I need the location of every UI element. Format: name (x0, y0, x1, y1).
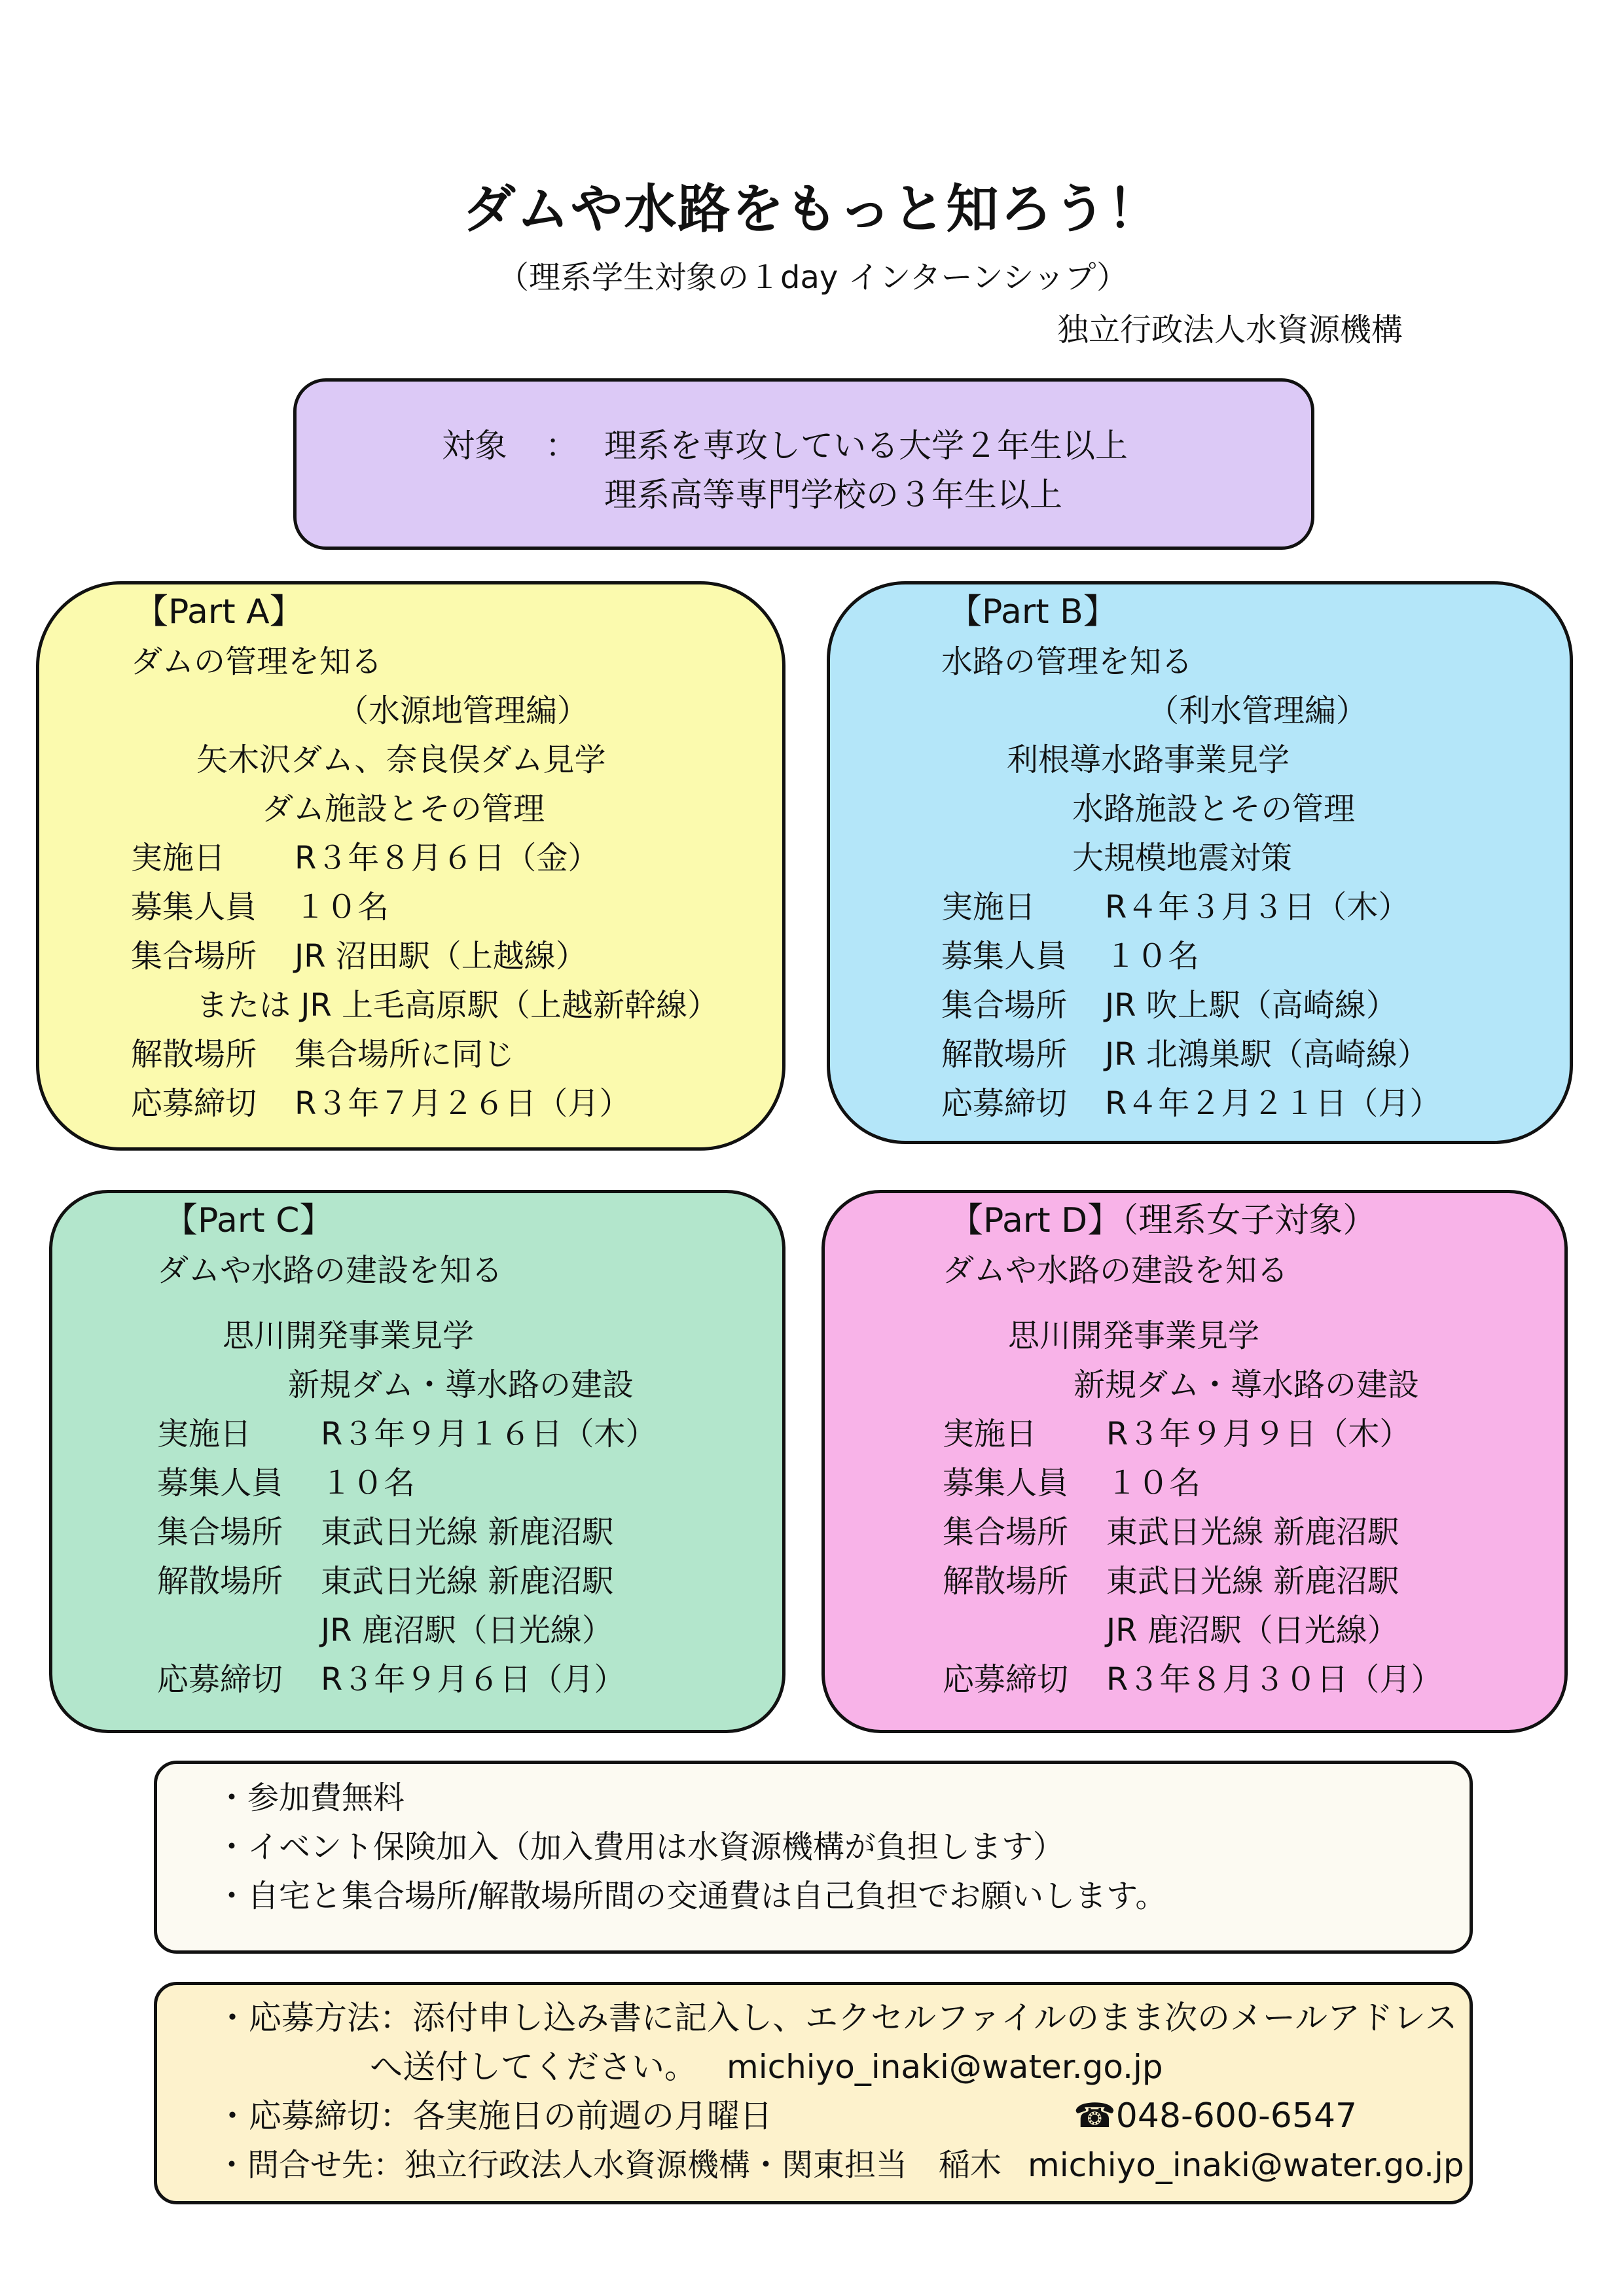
part-d-deadline-label: 応募締切 (943, 1661, 1069, 1698)
part-b-meet: JR 吹上駅（高崎線） (1105, 987, 1398, 1024)
part-c-header: 【Part C】 (164, 1201, 334, 1240)
part-b-content-2: 水路施設とその管理 (1072, 791, 1356, 827)
part-a-content-1: 矢木沢ダム、奈良俣ダム見学 (196, 742, 606, 778)
part-d-dismiss-label: 解散場所 (943, 1563, 1069, 1600)
part-d-title: ダムや水路の建設を知る (943, 1252, 1289, 1289)
part-d-date-label: 実施日 (943, 1416, 1038, 1452)
part-c-deadline: R３年９月６日（月） (321, 1661, 626, 1698)
part-b-meet-label: 集合場所 (941, 987, 1068, 1024)
part-d-capacity: １０名 (1106, 1465, 1201, 1501)
part-a-capacity: １０名 (295, 889, 389, 925)
part-c-card (49, 1190, 785, 1733)
part-c-capacity: １０名 (321, 1465, 416, 1501)
target-label: 対象 (442, 427, 507, 465)
part-c-date: R３年９月１６日（木） (321, 1416, 657, 1452)
part-d-dismiss-alt: JR 鹿沼駅（日光線） (1106, 1612, 1399, 1649)
part-d-dismiss: 東武日光線 新鹿沼駅 (1106, 1563, 1399, 1600)
apply-deadline: ・応募締切：各実施日の前週の月曜日 (216, 2097, 772, 2135)
part-a-deadline-label: 応募締切 (131, 1085, 257, 1122)
note-item-fee: ・参加費無料 (216, 1780, 405, 1816)
part-b-header: 【Part B】 (948, 592, 1117, 632)
note-item-insurance: ・イベント保険加入（加入費用は水資源機構が負担します） (216, 1829, 1065, 1865)
part-b-date-label: 実施日 (941, 889, 1036, 925)
part-d-content-1: 思川開発事業見学 (1008, 1318, 1260, 1354)
part-a-meet-alt: または JR 上毛高原駅（上越新幹線） (196, 987, 719, 1024)
apply-phone: ☎048-600-6547 (1074, 2096, 1358, 2136)
part-b-capacity-label: 募集人員 (941, 938, 1068, 975)
page-title: ダムや水路をもっと知ろう！ (463, 179, 1161, 240)
target-line-2: 理系高等専門学校の３年生以上 (604, 476, 1062, 514)
target-line-1: 理系を専攻している大学２年生以上 (604, 427, 1128, 465)
part-c-dismiss: 東武日光線 新鹿沼駅 (321, 1563, 614, 1600)
apply-method-line-2: へ送付してください。 (370, 2048, 697, 2086)
part-d-content-2: 新規ダム・導水路の建設 (1074, 1367, 1420, 1403)
apply-contact: ・問合せ先：独立行政法人水資源機構・関東担当 稲木 (216, 2147, 1002, 2183)
part-b-card (827, 581, 1573, 1144)
part-b-content-3: 大規模地震対策 (1072, 840, 1293, 876)
part-a-deadline: R３年７月２６日（月） (295, 1085, 631, 1122)
part-c-dismiss-label: 解散場所 (157, 1563, 283, 1600)
part-a-title: ダムの管理を知る (131, 643, 383, 680)
part-b-dismiss: JR 北鴻巣駅（高崎線） (1105, 1036, 1429, 1073)
part-b-date: R４年３月３日（木） (1105, 889, 1410, 925)
part-d-meet-label: 集合場所 (943, 1514, 1069, 1551)
part-c-deadline-label: 応募締切 (157, 1661, 283, 1698)
organization-name: 独立行政法人水資源機構 (1057, 312, 1403, 348)
part-c-date-label: 実施日 (157, 1416, 252, 1452)
part-b-content-1: 利根導水路事業見学 (1007, 742, 1290, 778)
part-a-date-label: 実施日 (131, 840, 226, 876)
page-subtitle: （理系学生対象の１day インターンシップ） (497, 259, 1128, 296)
part-d-deadline: R３年８月３０日（月） (1106, 1661, 1443, 1698)
part-b-capacity: １０名 (1105, 938, 1200, 975)
target-colon: ： (545, 427, 578, 465)
part-d-capacity-label: 募集人員 (943, 1465, 1069, 1501)
part-a-card (36, 581, 785, 1151)
part-a-dismiss-label: 解散場所 (131, 1036, 257, 1073)
part-d-card (821, 1190, 1568, 1733)
part-a-meet-label: 集合場所 (131, 938, 257, 975)
notes-box (154, 1761, 1473, 1954)
note-item-transport: ・自宅と集合場所/解散場所間の交通費は自己負担でお願いします。 (216, 1878, 1167, 1914)
part-a-date: R３年８月６日（金） (295, 840, 600, 876)
part-a-content-2: ダム施設とその管理 (262, 791, 545, 827)
part-c-title: ダムや水路の建設を知る (157, 1252, 503, 1289)
target-box (293, 378, 1314, 550)
part-c-dismiss-alt: JR 鹿沼駅（日光線） (321, 1612, 613, 1649)
part-a-header: 【Part A】 (134, 592, 304, 632)
part-b-deadline-label: 応募締切 (941, 1085, 1068, 1122)
part-b-subtitle: （利水管理編） (1147, 692, 1368, 729)
part-c-meet: 東武日光線 新鹿沼駅 (321, 1514, 614, 1551)
part-b-title: 水路の管理を知る (941, 643, 1193, 680)
part-d-date: R３年９月９日（木） (1106, 1416, 1411, 1452)
application-box (154, 1982, 1473, 2204)
part-a-dismiss: 集合場所に同じ (295, 1036, 515, 1073)
part-c-content-2: 新規ダム・導水路の建設 (288, 1367, 634, 1403)
apply-contact-email: michiyo_inaki@water.go.jp (1028, 2146, 1464, 2184)
part-c-meet-label: 集合場所 (157, 1514, 283, 1551)
part-c-capacity-label: 募集人員 (157, 1465, 283, 1501)
part-c-content-1: 思川開発事業見学 (223, 1318, 475, 1354)
part-a-subtitle: （水源地管理編） (337, 692, 589, 729)
part-d-meet: 東武日光線 新鹿沼駅 (1106, 1514, 1399, 1551)
apply-email: michiyo_inaki@water.go.jp (727, 2048, 1163, 2086)
part-b-deadline: R４年２月２１日（月） (1105, 1085, 1441, 1122)
part-a-meet: JR 沼田駅（上越線） (295, 938, 587, 975)
part-d-header: 【Part D】（理系女子対象） (949, 1201, 1377, 1240)
part-a-capacity-label: 募集人員 (131, 889, 257, 925)
apply-method-line-1: ・応募方法：添付申し込み書に記入し、エクセルファイルのまま次のメールアドレス (216, 1999, 1458, 2037)
part-b-dismiss-label: 解散場所 (941, 1036, 1068, 1073)
